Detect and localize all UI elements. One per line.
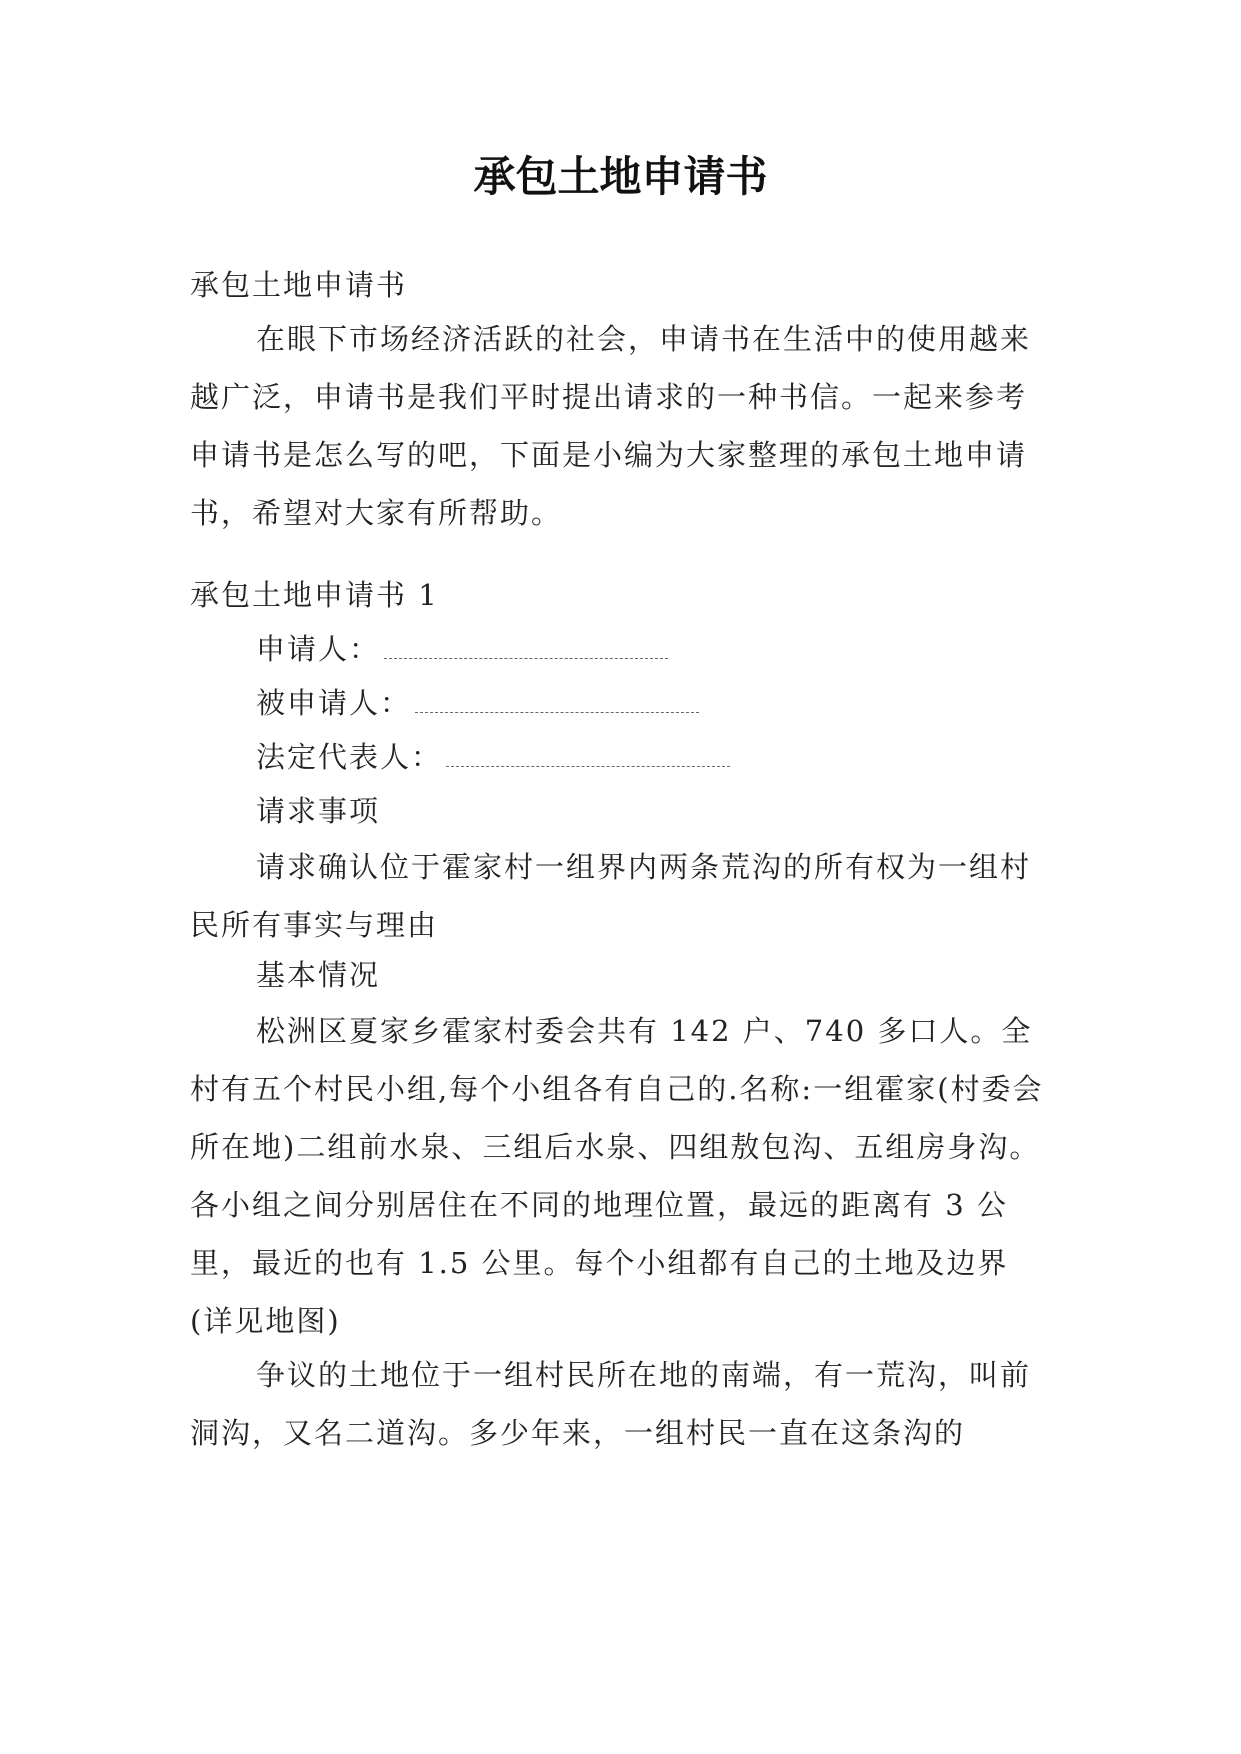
request-heading: 请求事项: [256, 794, 381, 828]
dispute-paragraph: 争议的土地位于一组村民所在地的南端，有一荒沟，叫前洞沟，又名二道沟。多少年来，一组村民一直在这条沟的: [190, 1358, 1032, 1450]
respondent-blank: [415, 690, 699, 713]
applicant-blank: [384, 636, 668, 659]
legal-rep-label: 法定代表人：: [256, 740, 443, 774]
document-title: 承包土地申请书: [473, 152, 768, 201]
basic-paragraph: 松洲区夏家乡霍家村委会共有 142 户、740 多口人。全村有五个村民小组,每个小组各有自己的.名称:一组霍家(村委会所在地)二组前水泉、三组后水泉、四组敖包沟、五组房身沟。各小组之间分别居住在不同的地理位置，最远的距离有 3 公里，最近的也有 1.5 公里。每个小组都有自己的土地及边界(详见地图): [190, 1014, 1044, 1338]
basic-heading: 基本情况: [256, 958, 381, 992]
respondent-label: 被申请人：: [256, 686, 412, 720]
respondent-field: [256, 674, 699, 732]
applicant-field: [256, 620, 668, 678]
request-paragraph: 请求确认位于霍家村一组界内两条荒沟的所有权为一组村民所有事实与理由: [190, 850, 1032, 942]
section-heading: 承包土地申请书 1: [190, 578, 439, 612]
legal-rep-blank: [446, 744, 730, 767]
applicant-label: 申请人：: [256, 632, 381, 666]
legal-rep-field: [256, 728, 730, 786]
intro-paragraph: 在眼下市场经济活跃的社会，申请书在生活中的使用越来越广泛，申请书是我们平时提出请求的一种书信。一起来参考申请书是怎么写的吧，下面是小编为大家整理的承包土地申请书，希望对大家有所帮助。: [190, 322, 1032, 530]
intro-heading: 承包土地申请书: [190, 268, 408, 302]
